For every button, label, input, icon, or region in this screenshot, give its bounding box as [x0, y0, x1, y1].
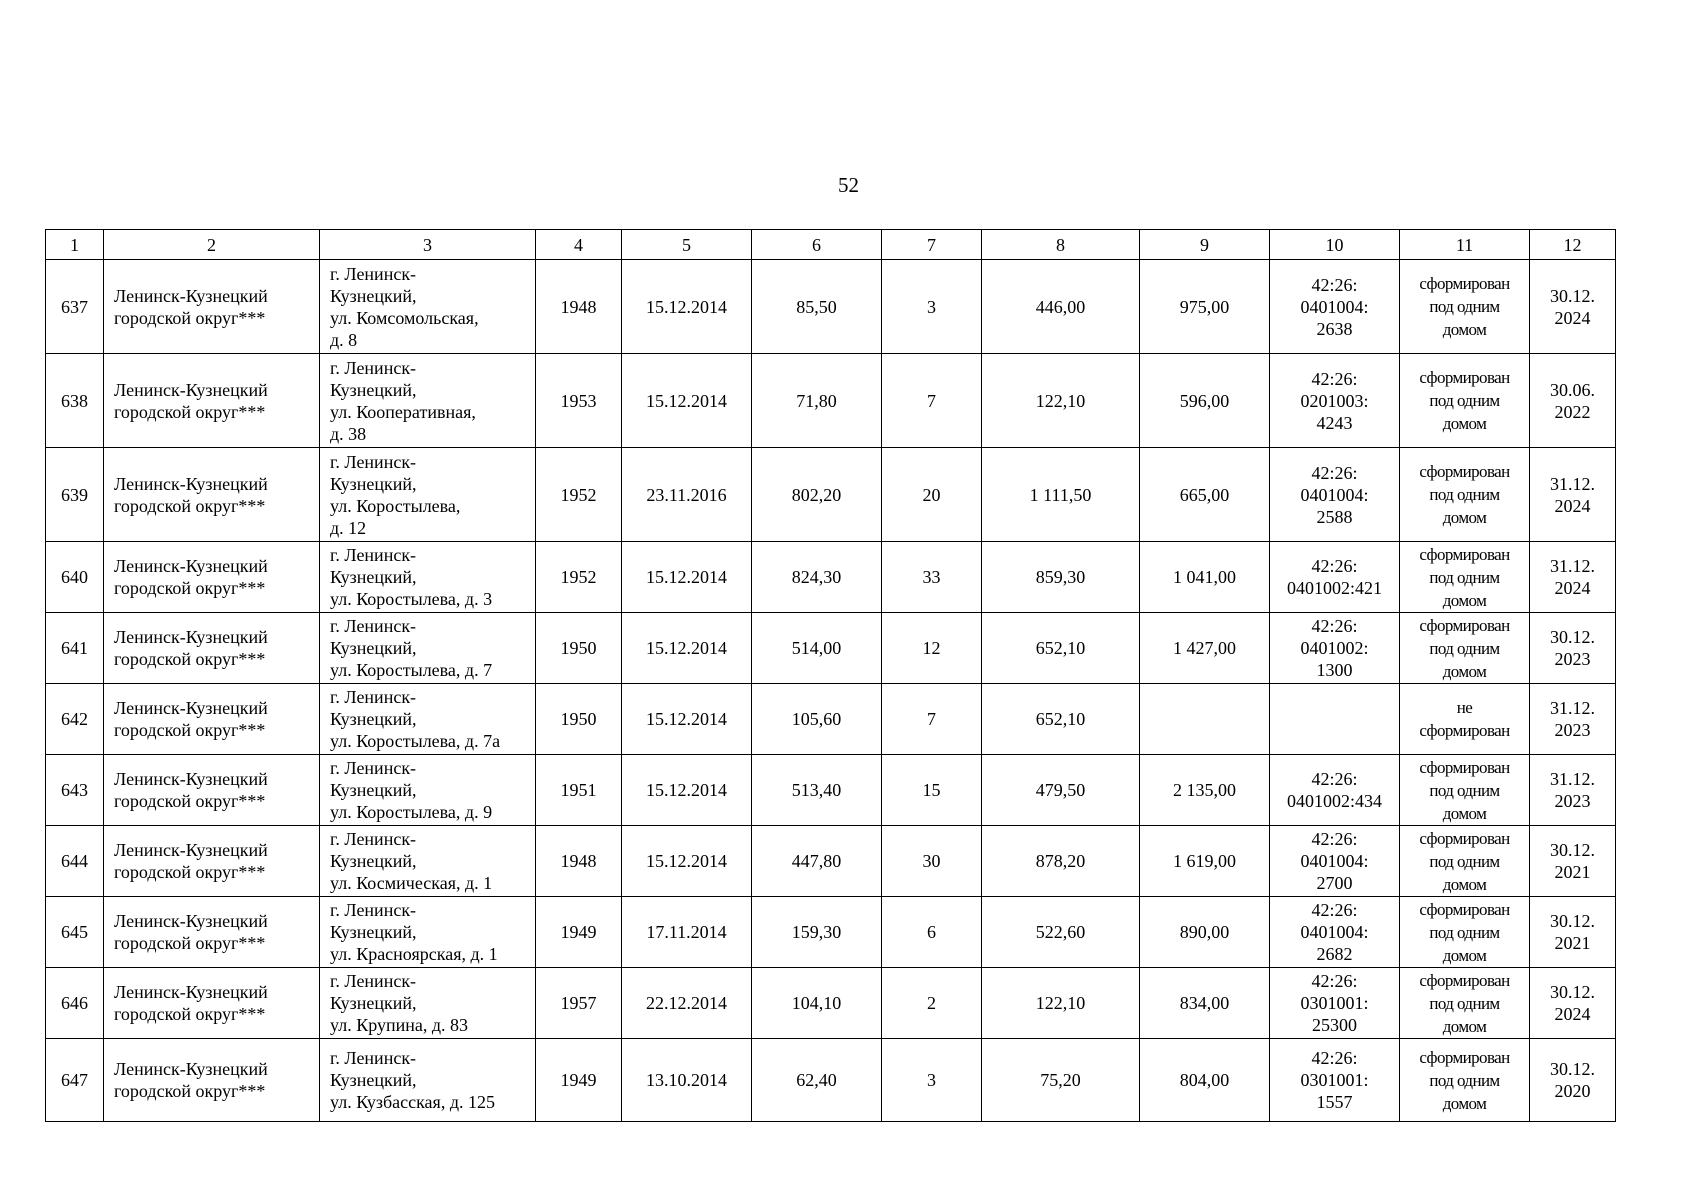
resettlement-deadline-line: 2022	[1554, 401, 1591, 422]
cadastral-number-line: 2682	[1316, 944, 1353, 964]
address-line: Кузнецкий,	[330, 567, 417, 587]
municipality-line: Ленинск-Кузнецкий	[114, 379, 268, 400]
total-area-cell: 878,20	[982, 826, 1140, 897]
land-area-cell: 890,00	[1140, 897, 1270, 968]
row-number-cell: 641	[46, 613, 104, 684]
row-number-cell: 640	[46, 542, 104, 613]
resettlement-deadline-line: 2024	[1554, 307, 1591, 328]
total-area-cell: 859,30	[982, 542, 1140, 613]
cadastral-number-line: 2588	[1316, 506, 1353, 527]
address-line: Кузнецкий,	[330, 922, 417, 942]
row-number-cell: 645	[46, 897, 104, 968]
year-built-cell: 1950	[536, 613, 622, 684]
land-status-line: домом	[1442, 1093, 1487, 1113]
living-area-cell: 159,30	[752, 897, 882, 968]
table-row	[46, 260, 1616, 354]
residents-count-cell: 12	[882, 613, 982, 684]
municipality-cell	[104, 613, 320, 684]
cadastral-number-line: 0401002:421	[1286, 578, 1382, 598]
resettlement-deadline-line: 2021	[1554, 933, 1591, 953]
recognition-date-cell: 13.10.2014	[622, 1039, 752, 1122]
recognition-date-cell: 17.11.2014	[622, 897, 752, 968]
address-line: ул. Красноярская, д. 1	[330, 944, 498, 964]
municipality-line: городской округ***	[114, 720, 266, 740]
address-line: Кузнецкий,	[330, 473, 417, 494]
address-cell	[320, 448, 536, 542]
address-cell	[320, 897, 536, 968]
address-line: Кузнецкий,	[330, 638, 417, 658]
address-line: г. Ленинск-	[330, 758, 417, 778]
resettlement-deadline-line: 30.12.	[1550, 285, 1595, 306]
table-row	[46, 1039, 1616, 1122]
recognition-date-cell: 15.12.2014	[622, 542, 752, 613]
address-cell	[320, 613, 536, 684]
municipality-cell	[104, 260, 320, 354]
municipality-line: городской округ***	[114, 578, 266, 598]
total-area-cell: 122,10	[982, 354, 1140, 448]
land-status-cell	[1400, 826, 1530, 897]
resettlement-deadline-line: 30.12.	[1550, 982, 1595, 1002]
land-status-line: домом	[1442, 803, 1487, 823]
table-row	[46, 897, 1616, 968]
address-line: г. Ленинск-	[330, 545, 417, 565]
resettlement-deadline-line: 2023	[1554, 791, 1591, 811]
land-area-cell	[1140, 684, 1270, 755]
cadastral-number-cell	[1270, 542, 1400, 613]
table-row	[46, 684, 1616, 755]
address-cell	[320, 354, 536, 448]
year-built-cell: 1950	[536, 684, 622, 755]
year-built-cell: 1948	[536, 260, 622, 354]
row-number-cell: 638	[46, 354, 104, 448]
land-status-line: под одним	[1429, 638, 1500, 658]
address-line: д. 8	[330, 329, 358, 350]
column-header: 5	[622, 230, 752, 260]
resettlement-deadline-line: 2020	[1554, 1081, 1591, 1101]
cadastral-number-cell	[1270, 684, 1400, 755]
row-number-cell: 647	[46, 1039, 104, 1122]
address-line: Кузнецкий,	[330, 993, 417, 1013]
living-area-cell: 105,60	[752, 684, 882, 755]
year-built-cell: 1948	[536, 826, 622, 897]
land-status-cell	[1400, 448, 1530, 542]
year-built-cell: 1953	[536, 354, 622, 448]
address-line: ул. Коростылева, д. 7	[330, 660, 493, 680]
column-header: 11	[1400, 230, 1530, 260]
year-built-cell: 1949	[536, 1039, 622, 1122]
land-status-cell	[1400, 968, 1530, 1039]
recognition-date-cell: 15.12.2014	[622, 354, 752, 448]
cadastral-number-cell	[1270, 826, 1400, 897]
land-status-line: сформирован	[1419, 828, 1510, 848]
cadastral-number-line: 0401004:	[1300, 296, 1369, 317]
resettlement-deadline-line: 2023	[1554, 649, 1591, 669]
cadastral-number-cell	[1270, 1039, 1400, 1122]
land-status-line: сформирован	[1419, 274, 1510, 293]
municipality-line: городской округ***	[114, 862, 266, 882]
land-area-cell: 1 041,00	[1140, 542, 1270, 613]
cadastral-number-line: 0401002:	[1300, 638, 1369, 658]
land-status-line: домом	[1442, 320, 1487, 339]
cadastral-number-cell	[1270, 897, 1400, 968]
column-header: 12	[1530, 230, 1616, 260]
municipality-line: Ленинск-Кузнецкий	[114, 982, 268, 1002]
cadastral-number-line: 0201003:	[1300, 390, 1369, 411]
recognition-date-cell: 15.12.2014	[622, 613, 752, 684]
land-status-line: под одним	[1429, 780, 1500, 800]
address-cell	[320, 826, 536, 897]
cadastral-number-line: 0401004:	[1300, 922, 1369, 942]
municipality-line: городской округ***	[114, 307, 266, 328]
address-line: Кузнецкий,	[330, 851, 417, 871]
land-status-cell	[1400, 897, 1530, 968]
address-line: ул. Кузбасская, д. 125	[330, 1092, 495, 1112]
land-status-line: домом	[1442, 945, 1487, 965]
land-status-line: домом	[1442, 590, 1487, 610]
total-area-cell: 652,10	[982, 613, 1140, 684]
resettlement-deadline-cell	[1530, 968, 1616, 1039]
housing-registry-table	[45, 229, 1616, 1122]
land-status-cell	[1400, 354, 1530, 448]
municipality-line: Ленинск-Кузнецкий	[114, 1059, 268, 1079]
resettlement-deadline-line: 31.12.	[1550, 698, 1595, 718]
address-line: ул. Коростылева, д. 9	[330, 802, 493, 822]
municipality-line: городской округ***	[114, 933, 266, 953]
total-area-cell: 479,50	[982, 755, 1140, 826]
address-line: г. Ленинск-	[330, 451, 417, 472]
municipality-line: городской округ***	[114, 1081, 266, 1101]
address-line: г. Ленинск-	[330, 1048, 417, 1068]
year-built-cell: 1949	[536, 897, 622, 968]
column-header: 4	[536, 230, 622, 260]
residents-count-cell: 2	[882, 968, 982, 1039]
address-line: ул. Комсомольская,	[330, 307, 479, 328]
cadastral-number-line: 0401004:	[1300, 484, 1369, 505]
total-area-cell: 75,20	[982, 1039, 1140, 1122]
municipality-line: городской округ***	[114, 649, 266, 669]
municipality-cell	[104, 1039, 320, 1122]
row-number-cell: 644	[46, 826, 104, 897]
living-area-cell: 85,50	[752, 260, 882, 354]
recognition-date-cell: 15.12.2014	[622, 826, 752, 897]
total-area-cell: 446,00	[982, 260, 1140, 354]
municipality-line: Ленинск-Кузнецкий	[114, 911, 268, 931]
total-area-cell: 122,10	[982, 968, 1140, 1039]
page-number: 52	[838, 173, 859, 197]
resettlement-deadline-cell	[1530, 826, 1616, 897]
resettlement-deadline-cell	[1530, 448, 1616, 542]
living-area-cell: 824,30	[752, 542, 882, 613]
resettlement-deadline-line: 30.12.	[1550, 1059, 1595, 1079]
cadastral-number-line: 4243	[1316, 412, 1353, 433]
cadastral-number-cell	[1270, 260, 1400, 354]
land-status-line: домом	[1442, 414, 1487, 433]
cadastral-number-line: 42:26:	[1311, 462, 1358, 483]
row-number-cell: 646	[46, 968, 104, 1039]
municipality-line: Ленинск-Кузнецкий	[114, 556, 268, 576]
address-line: г. Ленинск-	[330, 263, 417, 284]
cadastral-number-line: 42:26:	[1311, 900, 1358, 920]
residents-count-cell: 30	[882, 826, 982, 897]
land-status-cell	[1400, 684, 1530, 755]
total-area-cell: 522,60	[982, 897, 1140, 968]
residents-count-cell: 6	[882, 897, 982, 968]
land-status-line: под одним	[1429, 567, 1500, 587]
living-area-cell: 104,10	[752, 968, 882, 1039]
address-line: г. Ленинск-	[330, 829, 417, 849]
land-area-cell: 1 619,00	[1140, 826, 1270, 897]
address-line: ул. Кооперативная,	[330, 401, 476, 422]
municipality-line: Ленинск-Кузнецкий	[114, 285, 268, 306]
land-area-cell: 2 135,00	[1140, 755, 1270, 826]
cadastral-number-cell	[1270, 968, 1400, 1039]
address-line: г. Ленинск-	[330, 687, 417, 707]
land-status-line: под одним	[1429, 485, 1500, 504]
residents-count-cell: 3	[882, 1039, 982, 1122]
resettlement-deadline-line: 30.12.	[1550, 840, 1595, 860]
resettlement-deadline-line: 30.12.	[1550, 911, 1595, 931]
municipality-cell	[104, 684, 320, 755]
table-row	[46, 826, 1616, 897]
cadastral-number-line: 42:26:	[1311, 368, 1358, 389]
land-status-line: сформирован	[1419, 462, 1510, 481]
land-status-cell	[1400, 613, 1530, 684]
land-status-line: сформирован	[1419, 615, 1510, 635]
living-area-cell: 514,00	[752, 613, 882, 684]
land-status-line: сформирован	[1419, 757, 1510, 777]
cadastral-number-line: 2700	[1316, 873, 1353, 893]
cadastral-number-line: 0301001:	[1300, 993, 1369, 1013]
cadastral-number-cell	[1270, 354, 1400, 448]
municipality-cell	[104, 755, 320, 826]
address-line: Кузнецкий,	[330, 1070, 417, 1090]
residents-count-cell: 20	[882, 448, 982, 542]
resettlement-deadline-cell	[1530, 1039, 1616, 1122]
municipality-line: городской округ***	[114, 791, 266, 811]
living-area-cell: 62,40	[752, 1039, 882, 1122]
cadastral-number-line: 2638	[1316, 318, 1353, 339]
row-number-cell: 642	[46, 684, 104, 755]
residents-count-cell: 7	[882, 354, 982, 448]
municipality-line: Ленинск-Кузнецкий	[114, 698, 268, 718]
address-line: д. 38	[330, 423, 367, 444]
land-status-cell	[1400, 755, 1530, 826]
column-header: 7	[882, 230, 982, 260]
column-header: 6	[752, 230, 882, 260]
column-header: 8	[982, 230, 1140, 260]
resettlement-deadline-cell	[1530, 260, 1616, 354]
recognition-date-cell: 15.12.2014	[622, 684, 752, 755]
land-area-cell: 975,00	[1140, 260, 1270, 354]
municipality-line: Ленинск-Кузнецкий	[114, 627, 268, 647]
cadastral-number-line: 42:26:	[1311, 274, 1358, 295]
living-area-cell: 71,80	[752, 354, 882, 448]
table-row	[46, 448, 1616, 542]
resettlement-deadline-cell	[1530, 354, 1616, 448]
row-number-cell: 639	[46, 448, 104, 542]
address-line: ул. Коростылева,	[330, 495, 461, 516]
living-area-cell: 802,20	[752, 448, 882, 542]
land-area-cell: 665,00	[1140, 448, 1270, 542]
address-line: ул. Коростылева, д. 7а	[330, 731, 501, 751]
recognition-date-cell: 23.11.2016	[622, 448, 752, 542]
municipality-line: Ленинск-Кузнецкий	[114, 840, 268, 860]
row-number-cell: 637	[46, 260, 104, 354]
land-status-cell	[1400, 542, 1530, 613]
land-status-line: под одним	[1429, 993, 1500, 1013]
land-status-line: под одним	[1429, 391, 1500, 410]
municipality-cell	[104, 826, 320, 897]
cadastral-number-line: 42:26:	[1311, 1048, 1358, 1068]
land-status-line: сформирован	[1419, 368, 1510, 387]
resettlement-deadline-line: 2021	[1554, 862, 1591, 882]
address-line: г. Ленинск-	[330, 616, 417, 636]
year-built-cell: 1952	[536, 542, 622, 613]
recognition-date-cell: 15.12.2014	[622, 260, 752, 354]
land-status-line: под одним	[1429, 851, 1500, 871]
land-status-line: домом	[1442, 1016, 1487, 1036]
year-built-cell: 1952	[536, 448, 622, 542]
municipality-line: городской округ***	[114, 401, 266, 422]
land-status-line: домом	[1442, 661, 1487, 681]
address-line: г. Ленинск-	[330, 900, 417, 920]
municipality-cell	[104, 968, 320, 1039]
address-line: г. Ленинск-	[330, 971, 417, 991]
year-built-cell: 1951	[536, 755, 622, 826]
resettlement-deadline-cell	[1530, 684, 1616, 755]
resettlement-deadline-line: 31.12.	[1550, 769, 1595, 789]
resettlement-deadline-line: 31.12.	[1550, 556, 1595, 576]
table-row	[46, 542, 1616, 613]
cadastral-number-line: 0301001:	[1300, 1070, 1369, 1090]
column-header: 2	[104, 230, 320, 260]
cadastral-number-line: 42:26:	[1311, 971, 1358, 991]
land-status-line: под одним	[1429, 297, 1500, 316]
cadastral-number-line: 0401002:434	[1286, 791, 1382, 811]
column-header: 1	[46, 230, 104, 260]
address-cell	[320, 755, 536, 826]
land-status-line: не	[1456, 698, 1473, 717]
total-area-cell: 652,10	[982, 684, 1140, 755]
residents-count-cell: 3	[882, 260, 982, 354]
address-cell	[320, 968, 536, 1039]
cadastral-number-line: 42:26:	[1311, 616, 1358, 636]
recognition-date-cell: 22.12.2014	[622, 968, 752, 1039]
municipality-line: Ленинск-Кузнецкий	[114, 473, 268, 494]
cadastral-number-line: 0401004:	[1300, 851, 1369, 871]
municipality-cell	[104, 354, 320, 448]
cadastral-number-cell	[1270, 613, 1400, 684]
municipality-cell	[104, 897, 320, 968]
land-status-line: домом	[1442, 508, 1487, 527]
table-row	[46, 755, 1616, 826]
address-cell	[320, 542, 536, 613]
resettlement-deadline-cell	[1530, 542, 1616, 613]
land-status-line: под одним	[1429, 922, 1500, 942]
cadastral-number-line: 42:26:	[1311, 556, 1358, 576]
land-status-cell	[1400, 260, 1530, 354]
municipality-line: Ленинск-Кузнецкий	[114, 769, 268, 789]
cadastral-number-line: 42:26:	[1311, 769, 1358, 789]
address-line: Кузнецкий,	[330, 379, 417, 400]
resettlement-deadline-cell	[1530, 897, 1616, 968]
land-status-line: сформирован	[1419, 1047, 1510, 1067]
land-status-line: сформирован	[1419, 721, 1510, 740]
cadastral-number-line: 25300	[1312, 1015, 1357, 1035]
resettlement-deadline-line: 2024	[1554, 1004, 1591, 1024]
total-area-cell: 1 111,50	[982, 448, 1140, 542]
living-area-cell: 513,40	[752, 755, 882, 826]
resettlement-deadline-line: 2024	[1554, 578, 1591, 598]
land-status-cell	[1400, 1039, 1530, 1122]
resettlement-deadline-line: 2023	[1554, 720, 1591, 740]
land-status-line: домом	[1442, 874, 1487, 894]
address-line: д. 12	[330, 517, 367, 538]
column-header: 9	[1140, 230, 1270, 260]
municipality-line: городской округ***	[114, 495, 266, 516]
living-area-cell: 447,80	[752, 826, 882, 897]
land-area-cell: 834,00	[1140, 968, 1270, 1039]
land-area-cell: 596,00	[1140, 354, 1270, 448]
cadastral-number-line: 1300	[1316, 660, 1353, 680]
address-cell	[320, 684, 536, 755]
land-status-line: сформирован	[1419, 970, 1510, 990]
land-status-line: под одним	[1429, 1070, 1500, 1090]
residents-count-cell: 33	[882, 542, 982, 613]
resettlement-deadline-line: 30.12.	[1550, 627, 1595, 647]
resettlement-deadline-line: 2024	[1554, 495, 1591, 516]
resettlement-deadline-cell	[1530, 613, 1616, 684]
address-line: ул. Космическая, д. 1	[330, 873, 493, 893]
address-line: ул. Крупина, д. 83	[330, 1015, 469, 1035]
year-built-cell: 1957	[536, 968, 622, 1039]
address-cell	[320, 1039, 536, 1122]
row-number-cell: 643	[46, 755, 104, 826]
address-line: г. Ленинск-	[330, 357, 417, 378]
land-status-line: сформирован	[1419, 544, 1510, 564]
resettlement-deadline-line: 31.12.	[1550, 473, 1595, 494]
address-line: Кузнецкий,	[330, 780, 417, 800]
cadastral-number-line: 42:26:	[1311, 829, 1358, 849]
land-status-line: сформирован	[1419, 899, 1510, 919]
table-header-row	[46, 230, 1616, 260]
municipality-line: городской округ***	[114, 1004, 266, 1024]
column-header: 3	[320, 230, 536, 260]
residents-count-cell: 15	[882, 755, 982, 826]
resettlement-deadline-line: 30.06.	[1550, 379, 1595, 400]
land-area-cell: 804,00	[1140, 1039, 1270, 1122]
land-area-cell: 1 427,00	[1140, 613, 1270, 684]
cadastral-number-line: 1557	[1316, 1092, 1353, 1112]
address-line: ул. Коростылева, д. 3	[330, 589, 493, 609]
column-header: 10	[1270, 230, 1400, 260]
residents-count-cell: 7	[882, 684, 982, 755]
cadastral-number-cell	[1270, 755, 1400, 826]
municipality-cell	[104, 542, 320, 613]
address-line: Кузнецкий,	[330, 709, 417, 729]
address-line: Кузнецкий,	[330, 285, 417, 306]
cadastral-number-cell	[1270, 448, 1400, 542]
table-row	[46, 968, 1616, 1039]
recognition-date-cell: 15.12.2014	[622, 755, 752, 826]
table-row	[46, 354, 1616, 448]
table-row	[46, 613, 1616, 684]
municipality-cell	[104, 448, 320, 542]
resettlement-deadline-cell	[1530, 755, 1616, 826]
address-cell	[320, 260, 536, 354]
